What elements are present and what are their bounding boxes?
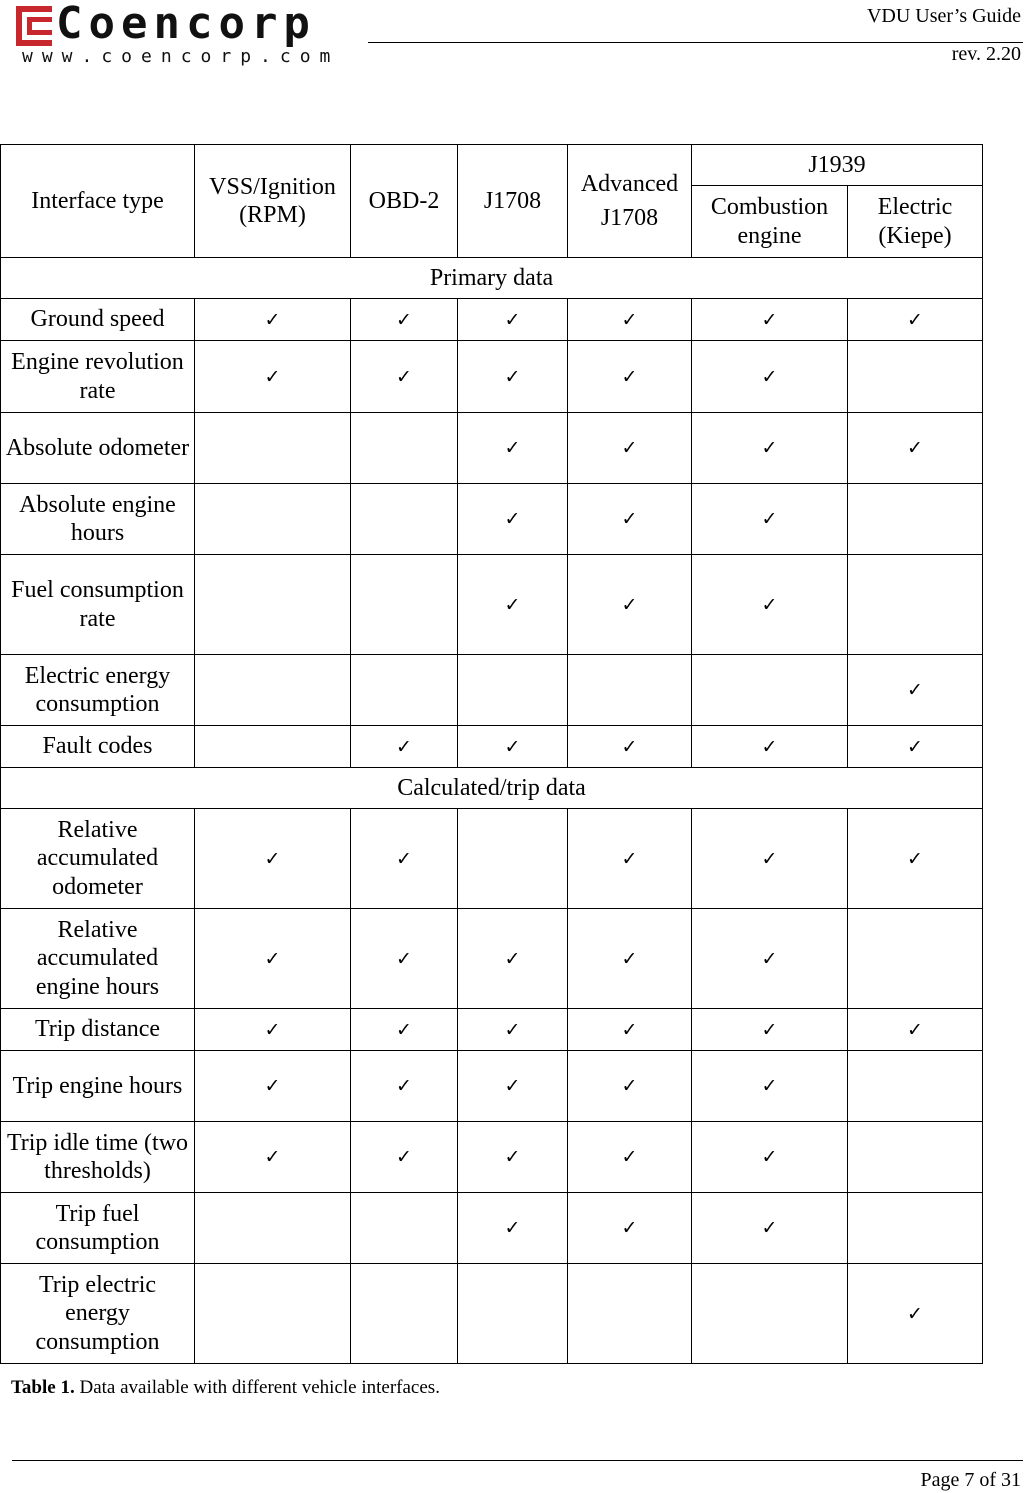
table-cell — [458, 555, 568, 655]
table-row — [1, 1122, 983, 1193]
header-divider — [368, 42, 1023, 43]
table-cell — [692, 809, 848, 909]
table-cell — [568, 809, 692, 909]
checkmark-icon: ✓ — [761, 508, 778, 531]
checkmark-icon: ✓ — [761, 593, 778, 616]
checkmark-icon: ✓ — [907, 437, 923, 460]
checkmark-icon: ✓ — [621, 308, 638, 331]
table-cell — [692, 726, 848, 768]
checkmark-icon: ✓ — [761, 1146, 778, 1169]
page-number: Page 7 of 31 — [920, 1469, 1021, 1491]
table-cell — [458, 809, 568, 909]
table-cell — [195, 299, 351, 341]
table-cell — [351, 809, 458, 909]
table-cell — [692, 1122, 848, 1193]
table-cell — [195, 413, 351, 484]
caption-text: Data available with different vehicle interfaces. — [74, 1377, 440, 1398]
table-row — [1, 909, 983, 1009]
checkmark-icon: ✓ — [504, 1075, 521, 1098]
table-cell — [568, 1193, 692, 1264]
footer-divider — [12, 1460, 1023, 1461]
row-label: Trip electric energy consumption — [1, 1264, 195, 1364]
table-body — [1, 258, 983, 1364]
checkmark-icon: ✓ — [264, 308, 281, 331]
table-cell — [195, 341, 351, 413]
checkmark-icon: ✓ — [907, 679, 923, 702]
table-row — [1, 341, 983, 413]
checkmark-icon: ✓ — [396, 1075, 412, 1098]
row-label: Fuel consumption rate — [1, 555, 195, 655]
checkmark-icon: ✓ — [621, 1146, 638, 1169]
table-cell — [692, 555, 848, 655]
checkmark-icon: ✓ — [761, 735, 778, 758]
row-label: Absolute odometer — [1, 413, 195, 484]
column-header-j1939-combustion: Combustion engine — [692, 186, 848, 258]
logo-url: www.coencorp.com — [22, 46, 340, 67]
table-cell — [195, 555, 351, 655]
column-header-j1939-electric: Electric (Kiepe) — [848, 186, 983, 258]
table-cell — [848, 1009, 983, 1051]
checkmark-icon: ✓ — [907, 308, 923, 331]
table-cell — [848, 1264, 983, 1364]
table-cell — [195, 1009, 351, 1051]
table-cell — [195, 655, 351, 726]
table-cell — [351, 726, 458, 768]
checkmark-icon: ✓ — [504, 735, 521, 758]
table-cell — [692, 484, 848, 555]
table-cell — [458, 413, 568, 484]
table-row — [1, 809, 983, 909]
caption-label: Table 1. — [11, 1377, 75, 1398]
table-cell — [568, 726, 692, 768]
checkmark-icon: ✓ — [621, 1018, 638, 1041]
table-cell — [692, 1009, 848, 1051]
table-cell — [692, 413, 848, 484]
row-label: Relative accumulated engine hours — [1, 909, 195, 1009]
checkmark-icon: ✓ — [907, 1302, 923, 1325]
checkmark-icon: ✓ — [396, 365, 412, 388]
table-cell — [692, 655, 848, 726]
checkmark-icon: ✓ — [504, 308, 521, 331]
table-cell — [195, 1122, 351, 1193]
table-cell — [458, 1051, 568, 1122]
table-cell — [351, 299, 458, 341]
checkmark-icon: ✓ — [264, 1075, 281, 1098]
table-cell — [351, 1264, 458, 1364]
checkmark-icon: ✓ — [761, 1217, 778, 1240]
checkmark-icon: ✓ — [504, 947, 521, 970]
table-cell — [568, 299, 692, 341]
table-cell — [195, 484, 351, 555]
checkmark-icon: ✓ — [621, 593, 638, 616]
table-cell — [568, 655, 692, 726]
table-cell — [568, 555, 692, 655]
table-cell — [458, 655, 568, 726]
checkmark-icon: ✓ — [264, 947, 281, 970]
row-label: Trip idle time (two thresholds) — [1, 1122, 195, 1193]
checkmark-icon: ✓ — [504, 437, 521, 460]
table-cell — [195, 1193, 351, 1264]
table-cell — [458, 1009, 568, 1051]
table-cell — [351, 341, 458, 413]
table-cell — [692, 1193, 848, 1264]
table-row — [1, 726, 983, 768]
section-title: Primary data — [1, 258, 983, 299]
table-cell — [351, 484, 458, 555]
row-label: Ground speed — [1, 299, 195, 341]
checkmark-icon: ✓ — [396, 735, 412, 758]
checkmark-icon: ✓ — [264, 847, 281, 870]
table-cell — [195, 909, 351, 1009]
checkmark-icon: ✓ — [761, 1018, 778, 1041]
checkmark-icon: ✓ — [396, 308, 412, 331]
row-label: Absolute engine hours — [1, 484, 195, 555]
table-cell — [692, 299, 848, 341]
table-cell — [568, 1122, 692, 1193]
row-label: Trip distance — [1, 1009, 195, 1051]
row-label: Trip fuel consumption — [1, 1193, 195, 1264]
table-cell — [351, 909, 458, 1009]
table-row — [1, 413, 983, 484]
table-cell — [351, 655, 458, 726]
column-header-advanced-j1708: Advanced J1708 — [568, 145, 692, 258]
row-label: Electric energy consumption — [1, 655, 195, 726]
table-cell — [351, 413, 458, 484]
checkmark-icon: ✓ — [761, 437, 778, 460]
column-header-obd2: OBD-2 — [351, 145, 458, 258]
row-label: Trip engine hours — [1, 1051, 195, 1122]
table-row — [1, 1264, 983, 1364]
company-logo — [14, 0, 340, 68]
checkmark-icon: ✓ — [621, 847, 638, 870]
table-cell — [195, 726, 351, 768]
table-row — [1, 299, 983, 341]
checkmark-icon: ✓ — [761, 1075, 778, 1098]
logo-wordmark: Coencorp — [56, 0, 316, 49]
checkmark-icon: ✓ — [621, 947, 638, 970]
table-cell — [848, 909, 983, 1009]
table-cell — [351, 1193, 458, 1264]
checkmark-icon: ✓ — [907, 1018, 923, 1041]
checkmark-icon: ✓ — [396, 947, 412, 970]
checkmark-icon: ✓ — [504, 593, 521, 616]
checkmark-icon: ✓ — [907, 847, 923, 870]
table-cell — [458, 484, 568, 555]
table-row — [1, 1051, 983, 1122]
checkmark-icon: ✓ — [907, 735, 923, 758]
table-cell — [848, 413, 983, 484]
section-title: Calculated/trip data — [1, 768, 983, 809]
table-cell — [848, 299, 983, 341]
checkmark-icon: ✓ — [761, 947, 778, 970]
table-cell — [692, 909, 848, 1009]
table-row — [1, 555, 983, 655]
table-cell — [692, 1051, 848, 1122]
column-header-j1708: J1708 — [458, 145, 568, 258]
checkmark-icon: ✓ — [264, 365, 281, 388]
table-cell — [848, 484, 983, 555]
checkmark-icon: ✓ — [621, 735, 638, 758]
checkmark-icon: ✓ — [761, 365, 778, 388]
checkmark-icon: ✓ — [621, 437, 638, 460]
table-cell — [195, 809, 351, 909]
table-cell — [568, 341, 692, 413]
section-header-row — [1, 768, 983, 809]
table-cell — [351, 1122, 458, 1193]
checkmark-icon: ✓ — [504, 508, 521, 531]
checkmark-icon: ✓ — [761, 308, 778, 331]
checkmark-icon: ✓ — [504, 1217, 521, 1240]
table-cell — [568, 1264, 692, 1364]
interface-data-table — [0, 144, 983, 1364]
document-revision: rev. 2.20 — [951, 43, 1021, 65]
checkmark-icon: ✓ — [621, 1075, 638, 1098]
table-row — [1, 1193, 983, 1264]
table-header — [1, 145, 983, 258]
table-cell — [692, 341, 848, 413]
table-cell — [458, 1122, 568, 1193]
table-cell — [195, 1264, 351, 1364]
table-cell — [351, 1051, 458, 1122]
row-label: Engine revolution rate — [1, 341, 195, 413]
checkmark-icon: ✓ — [621, 1217, 638, 1240]
table-cell — [458, 341, 568, 413]
table-cell — [848, 726, 983, 768]
checkmark-icon: ✓ — [264, 1146, 281, 1169]
checkmark-icon: ✓ — [396, 1146, 412, 1169]
logo-mark-icon — [16, 6, 52, 46]
table-cell — [848, 341, 983, 413]
checkmark-icon: ✓ — [264, 1018, 281, 1041]
table-row — [1, 1009, 983, 1051]
table-cell — [458, 726, 568, 768]
table-cell — [568, 1009, 692, 1051]
table-row — [1, 484, 983, 555]
section-header-row — [1, 258, 983, 299]
column-header-j1939: J1939 — [692, 145, 983, 186]
table-cell — [458, 1193, 568, 1264]
table-cell — [568, 909, 692, 1009]
table-cell — [848, 809, 983, 909]
checkmark-icon: ✓ — [396, 1018, 412, 1041]
table-cell — [848, 1193, 983, 1264]
table-cell — [568, 484, 692, 555]
table-cell — [848, 1051, 983, 1122]
table-row — [1, 655, 983, 726]
column-header-interface-type: Interface type — [1, 145, 195, 258]
table-cell — [458, 1264, 568, 1364]
table-cell — [848, 655, 983, 726]
table-cell — [458, 909, 568, 1009]
table-cell — [848, 555, 983, 655]
table-cell — [568, 413, 692, 484]
checkmark-icon: ✓ — [621, 365, 638, 388]
row-label: Fault codes — [1, 726, 195, 768]
checkmark-icon: ✓ — [504, 365, 521, 388]
table-cell — [568, 1051, 692, 1122]
table-cell — [848, 1122, 983, 1193]
table-cell — [351, 555, 458, 655]
checkmark-icon: ✓ — [621, 508, 638, 531]
document-title: VDU User’s Guide — [866, 5, 1021, 27]
row-label: Relative accumulated odometer — [1, 809, 195, 909]
table-cell — [195, 1051, 351, 1122]
checkmark-icon: ✓ — [396, 847, 412, 870]
table-cell — [351, 1009, 458, 1051]
table-cell — [692, 1264, 848, 1364]
table-cell — [458, 299, 568, 341]
checkmark-icon: ✓ — [504, 1018, 521, 1041]
checkmark-icon: ✓ — [504, 1146, 521, 1169]
checkmark-icon: ✓ — [761, 847, 778, 870]
table-caption — [11, 1377, 440, 1399]
column-header-vss-ignition: VSS/Ignition (RPM) — [195, 145, 351, 258]
